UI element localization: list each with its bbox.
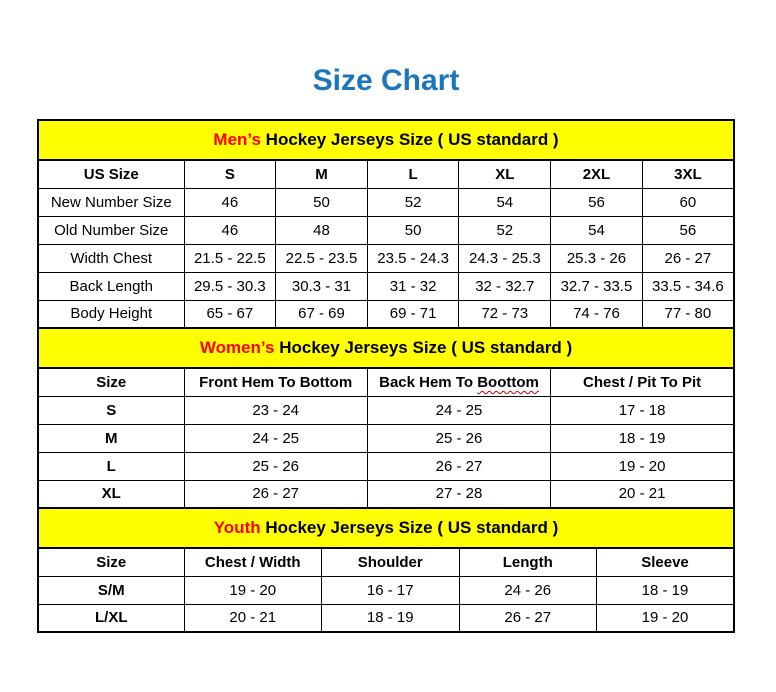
mens-size-cell: 46 — [184, 216, 276, 244]
youth-col-header-3: Length — [459, 548, 597, 576]
youth-size-cell: 18 - 19 — [322, 604, 460, 632]
youth-col-header-4: Sleeve — [597, 548, 735, 576]
mens-band-title: Men’s Hockey Jerseys Size ( US standard ) — [38, 120, 734, 160]
womens-header-row — [38, 368, 734, 396]
mens-size-cell: 26 - 27 — [642, 244, 734, 272]
youth-size-cell: 18 - 19 — [597, 576, 735, 604]
mens-size-cell: 67 - 69 — [276, 300, 368, 328]
womens-size-cell: 25 - 26 — [184, 452, 367, 480]
womens-band-row — [38, 328, 734, 368]
mens-size-cell: 21.5 - 22.5 — [184, 244, 276, 272]
mens-col-header-5: 2XL — [551, 160, 643, 188]
mens-size-cell: 54 — [551, 216, 643, 244]
mens-size-table — [37, 119, 735, 329]
mens-size-cell: 29.5 - 30.3 — [184, 272, 276, 300]
womens-size-cell: 18 - 19 — [551, 424, 734, 452]
youth-size-cell: 19 - 20 — [184, 576, 322, 604]
womens-col-header-3: Chest / Pit To Pit — [551, 368, 734, 396]
womens-table-row — [38, 452, 734, 480]
mens-size-cell: 25.3 - 26 — [551, 244, 643, 272]
womens-col-header-1: Front Hem To Bottom — [184, 368, 367, 396]
womens-size-table — [37, 327, 735, 509]
youth-table-row — [38, 604, 734, 632]
womens-row-label: M — [38, 424, 184, 452]
mens-size-cell: 50 — [367, 216, 459, 244]
mens-size-cell: 52 — [459, 216, 551, 244]
mens-col-header-2: M — [276, 160, 368, 188]
mens-table-row — [38, 272, 734, 300]
mens-header-row — [38, 160, 734, 188]
youth-size-table — [37, 507, 735, 633]
page-title: Size Chart — [312, 64, 460, 97]
womens-table-row — [38, 396, 734, 424]
mens-size-cell: 56 — [642, 216, 734, 244]
mens-size-cell: 33.5 - 34.6 — [642, 272, 734, 300]
mens-band-highlight: Men’s — [213, 130, 261, 149]
womens-band-highlight: Women’s — [199, 338, 275, 357]
womens-size-cell: 19 - 20 — [551, 452, 734, 480]
womens-table-row — [38, 480, 734, 508]
size-chart-sheet — [37, 0, 735, 633]
mens-band-row — [38, 120, 734, 160]
womens-band-title: Women’s Hockey Jerseys Size ( US standard ) — [38, 328, 734, 368]
womens-size-cell: 17 - 18 — [551, 396, 734, 424]
mens-size-cell: 56 — [551, 188, 643, 216]
womens-col-header-0: Size — [38, 368, 184, 396]
womens-row-label: XL — [38, 480, 184, 508]
mens-size-cell: 69 - 71 — [367, 300, 459, 328]
womens-table-row — [38, 424, 734, 452]
youth-header-row — [38, 548, 734, 576]
mens-col-header-6: 3XL — [642, 160, 734, 188]
youth-col-header-0: Size — [38, 548, 184, 576]
mens-table-row — [38, 216, 734, 244]
mens-row-label: Body Height — [38, 300, 184, 328]
womens-size-cell: 27 - 28 — [367, 480, 550, 508]
youth-row-label: S/M — [38, 576, 184, 604]
mens-size-cell: 31 - 32 — [367, 272, 459, 300]
mens-table-row — [38, 300, 734, 328]
spellcheck-underline: Boottom — [477, 373, 539, 391]
womens-size-cell: 26 - 27 — [184, 480, 367, 508]
womens-col-header-2: Back Hem To Boottom — [367, 368, 550, 396]
mens-table-row — [38, 188, 734, 216]
mens-size-cell: 23.5 - 24.3 — [367, 244, 459, 272]
mens-row-label: Width Chest — [38, 244, 184, 272]
youth-size-cell: 20 - 21 — [184, 604, 322, 632]
mens-size-cell: 74 - 76 — [551, 300, 643, 328]
mens-size-cell: 30.3 - 31 — [276, 272, 368, 300]
youth-table-row — [38, 576, 734, 604]
youth-col-header-1: Chest / Width — [184, 548, 322, 576]
womens-size-cell: 20 - 21 — [551, 480, 734, 508]
mens-col-header-3: L — [367, 160, 459, 188]
mens-size-cell: 32.7 - 33.5 — [551, 272, 643, 300]
mens-col-header-4: XL — [459, 160, 551, 188]
mens-col-header-0: US Size — [38, 160, 184, 188]
youth-col-header-2: Shoulder — [322, 548, 460, 576]
mens-size-cell: 60 — [642, 188, 734, 216]
mens-size-cell: 46 — [184, 188, 276, 216]
mens-size-cell: 24.3 - 25.3 — [459, 244, 551, 272]
youth-size-cell: 19 - 20 — [597, 604, 735, 632]
mens-size-cell: 54 — [459, 188, 551, 216]
mens-size-cell: 50 — [276, 188, 368, 216]
womens-size-cell: 26 - 27 — [367, 452, 550, 480]
mens-row-label: New Number Size — [38, 188, 184, 216]
mens-size-cell: 65 - 67 — [184, 300, 276, 328]
mens-size-cell: 72 - 73 — [459, 300, 551, 328]
youth-band-title: Youth Hockey Jerseys Size ( US standard ) — [38, 508, 734, 548]
womens-size-cell: 23 - 24 — [184, 396, 367, 424]
womens-size-cell: 24 - 25 — [184, 424, 367, 452]
mens-size-cell: 77 - 80 — [642, 300, 734, 328]
youth-size-cell: 26 - 27 — [459, 604, 597, 632]
mens-size-cell: 52 — [367, 188, 459, 216]
mens-col-header-1: S — [184, 160, 276, 188]
mens-table-row — [38, 244, 734, 272]
womens-size-cell: 24 - 25 — [367, 396, 550, 424]
mens-size-cell: 32 - 32.7 — [459, 272, 551, 300]
mens-row-label: Back Length — [38, 272, 184, 300]
youth-size-cell: 24 - 26 — [459, 576, 597, 604]
mens-row-label: Old Number Size — [38, 216, 184, 244]
mens-size-cell: 48 — [276, 216, 368, 244]
youth-band-highlight: Youth — [213, 518, 261, 537]
youth-row-label: L/XL — [38, 604, 184, 632]
mens-size-cell: 22.5 - 23.5 — [276, 244, 368, 272]
womens-row-label: L — [38, 452, 184, 480]
womens-size-cell: 25 - 26 — [367, 424, 550, 452]
womens-row-label: S — [38, 396, 184, 424]
youth-size-cell: 16 - 17 — [322, 576, 460, 604]
youth-band-row — [38, 508, 734, 548]
size-tables — [37, 119, 735, 633]
